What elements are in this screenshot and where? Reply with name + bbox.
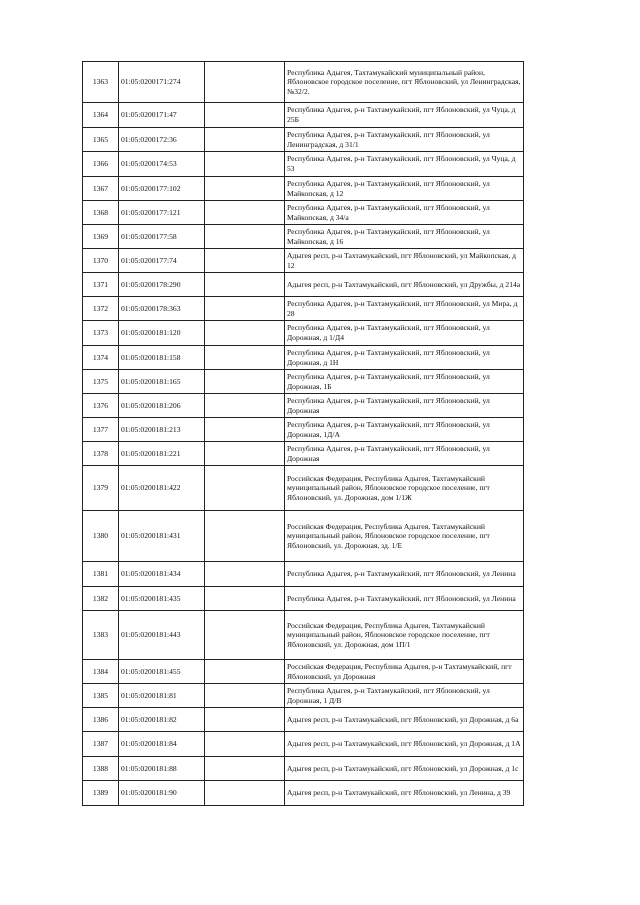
registry-table-body xyxy=(83,62,524,806)
empty-cell xyxy=(205,466,285,511)
empty-cell xyxy=(205,249,285,273)
address: Адыгея респ, р-н Тахтамукайский, пгт Яблоновский, ул Ленина, д 39 xyxy=(285,781,524,806)
cadastral-number: 01:05:0200178:290 xyxy=(119,273,205,297)
cadastral-number: 01:05:0200172:36 xyxy=(119,128,205,152)
row-number: 1371 xyxy=(83,273,119,297)
cadastral-number: 01:05:0200178:363 xyxy=(119,297,205,321)
cadastral-number: 01:05:0200181:422 xyxy=(119,466,205,511)
cadastral-number: 01:05:0200181:120 xyxy=(119,321,205,346)
table-row xyxy=(83,732,524,757)
address: Республика Адыгея, р-н Тахтамукайский, пгт Яблоновский, ул Ленинградская, д 31/1 xyxy=(285,128,524,152)
row-number: 1372 xyxy=(83,297,119,321)
table-row xyxy=(83,273,524,297)
address: Адыгея респ, р-н Тахтамукайский, пгт Яблоновский, ул Дорожная, д 1А xyxy=(285,732,524,757)
address: Республика Адыгея, р-н Тахтамукайский, пгт Яблоновский, ул Майкопская, д 16 xyxy=(285,225,524,249)
address: Республика Адыгея, р-н Тахтамукайский, пгт Яблоновский, ул Дорожная, д 1Н xyxy=(285,346,524,370)
row-number: 1384 xyxy=(83,660,119,684)
cadastral-number: 01:05:0200171:47 xyxy=(119,103,205,128)
address: Республика Адыгея, р-н Тахтамукайский, пгт Яблоновский, ул Ленина xyxy=(285,562,524,587)
address: Республика Адыгея, р-н Тахтамукайский, пгт Яблоновский, ул Ленина xyxy=(285,587,524,611)
row-number: 1367 xyxy=(83,177,119,201)
address: Республика Адыгея, Тахтамукайский муниципальный район, Яблоновское городское поселение, пгт Яблоновский, ул Ленинградская, №32/2. xyxy=(285,62,524,103)
empty-cell xyxy=(205,781,285,806)
empty-cell xyxy=(205,370,285,394)
table-row xyxy=(83,201,524,225)
row-number: 1387 xyxy=(83,732,119,757)
empty-cell xyxy=(205,442,285,466)
table-row xyxy=(83,562,524,587)
row-number: 1382 xyxy=(83,587,119,611)
address: Российская Федерация, Республика Адыгея, Тахтамукайский муниципальный район, Яблоновское городское поселение, пгт Яблоновский, ул. Дорожная, дом 1П/1 xyxy=(285,611,524,660)
cadastral-number: 01:05:0200174:53 xyxy=(119,152,205,177)
table-row xyxy=(83,611,524,660)
empty-cell xyxy=(205,321,285,346)
empty-cell xyxy=(205,103,285,128)
address: Республика Адыгея, р-н Тахтамукайский, пгт Яблоновский, ул Дорожная, 1 Д/В xyxy=(285,684,524,708)
cadastral-number: 01:05:0200177:121 xyxy=(119,201,205,225)
empty-cell xyxy=(205,62,285,103)
address: Республика Адыгея, р-н Тахтамукайский, пгт Яблоновский, ул Дорожная, д 1/Д4 xyxy=(285,321,524,346)
row-number: 1370 xyxy=(83,249,119,273)
cadastral-number: 01:05:0200181:213 xyxy=(119,418,205,442)
table-row xyxy=(83,346,524,370)
cadastral-number: 01:05:0200181:81 xyxy=(119,684,205,708)
table-row xyxy=(83,418,524,442)
empty-cell xyxy=(205,732,285,757)
empty-cell xyxy=(205,660,285,684)
table-row xyxy=(83,152,524,177)
table-row xyxy=(83,466,524,511)
table-row xyxy=(83,177,524,201)
row-number: 1374 xyxy=(83,346,119,370)
row-number: 1364 xyxy=(83,103,119,128)
row-number: 1383 xyxy=(83,611,119,660)
row-number: 1373 xyxy=(83,321,119,346)
empty-cell xyxy=(205,757,285,781)
table-row xyxy=(83,321,524,346)
address: Российская Федерация, Республика Адыгея, Тахтамукайский муниципальный район, Яблоновское городское поселение, пгт Яблоновский, ул. Дорожная, зд. 1/Е xyxy=(285,511,524,562)
empty-cell xyxy=(205,346,285,370)
table-row xyxy=(83,62,524,103)
row-number: 1365 xyxy=(83,128,119,152)
table-row xyxy=(83,781,524,806)
address: Республика Адыгея, р-н Тахтамукайский, пгт Яблоновский, ул Майкопская, д 34/а xyxy=(285,201,524,225)
table-row xyxy=(83,370,524,394)
table-row xyxy=(83,103,524,128)
address: Республика Адыгея, р-н Тахтамукайский, пгт Яблоновский, ул Дорожная, 1Д/А xyxy=(285,418,524,442)
registry-table xyxy=(82,61,524,806)
cadastral-number: 01:05:0200181:90 xyxy=(119,781,205,806)
address: Адыгея респ, р-н Тахтамукайский, пгт Яблоновский, ул Майкопская, д 12 xyxy=(285,249,524,273)
row-number: 1366 xyxy=(83,152,119,177)
empty-cell xyxy=(205,418,285,442)
row-number: 1381 xyxy=(83,562,119,587)
address: Адыгея респ, р-н Тахтамукайский, пгт Яблоновский, ул Дорожная, д 1с xyxy=(285,757,524,781)
row-number: 1368 xyxy=(83,201,119,225)
address: Республика Адыгея, р-н Тахтамукайский, пгт Яблоновский, ул Дорожная xyxy=(285,394,524,418)
cadastral-number: 01:05:0200181:165 xyxy=(119,370,205,394)
cadastral-number: 01:05:0200181:435 xyxy=(119,587,205,611)
empty-cell xyxy=(205,297,285,321)
row-number: 1379 xyxy=(83,466,119,511)
address: Республика Адыгея, р-н Тахтамукайский, пгт Яблоновский, ул Дорожная, 1Б xyxy=(285,370,524,394)
row-number: 1389 xyxy=(83,781,119,806)
table-row xyxy=(83,442,524,466)
cadastral-number: 01:05:0200177:58 xyxy=(119,225,205,249)
cadastral-number: 01:05:0200181:206 xyxy=(119,394,205,418)
address: Республика Адыгея, р-н Тахтамукайский, пгт Яблоновский, ул Чуца, д 53 xyxy=(285,152,524,177)
address: Республика Адыгея, р-н Тахтамукайский, пгт Яблоновский, ул Майкопская, д 12 xyxy=(285,177,524,201)
address: Республика Адыгея, р-н Тахтамукайский, пгт Яблоновский, ул Дорожная xyxy=(285,442,524,466)
cadastral-number: 01:05:0200181:455 xyxy=(119,660,205,684)
table-row xyxy=(83,708,524,732)
table-row xyxy=(83,128,524,152)
cadastral-number: 01:05:0200181:84 xyxy=(119,732,205,757)
row-number: 1378 xyxy=(83,442,119,466)
row-number: 1375 xyxy=(83,370,119,394)
address: Республика Адыгея, р-н Тахтамукайский, пгт Яблоновский, ул Мира, д 28 xyxy=(285,297,524,321)
cadastral-number: 01:05:0200181:443 xyxy=(119,611,205,660)
address: Российская Федерация, Республика Адыгея, Тахтамукайский муниципальный район, Яблоновское городское поселение, пгт Яблоновский, ул. Дорожная, дом 1/1Ж xyxy=(285,466,524,511)
empty-cell xyxy=(205,128,285,152)
row-number: 1388 xyxy=(83,757,119,781)
address: Адыгея респ, р-н Тахтамукайский, пгт Яблоновский, ул Дорожная, д 6а xyxy=(285,708,524,732)
cadastral-number: 01:05:0200177:102 xyxy=(119,177,205,201)
table-row xyxy=(83,684,524,708)
empty-cell xyxy=(205,562,285,587)
row-number: 1363 xyxy=(83,62,119,103)
table-row xyxy=(83,757,524,781)
table-row xyxy=(83,660,524,684)
row-number: 1380 xyxy=(83,511,119,562)
table-row xyxy=(83,394,524,418)
empty-cell xyxy=(205,611,285,660)
table-row xyxy=(83,511,524,562)
cadastral-number: 01:05:0200181:221 xyxy=(119,442,205,466)
row-number: 1377 xyxy=(83,418,119,442)
row-number: 1376 xyxy=(83,394,119,418)
empty-cell xyxy=(205,708,285,732)
empty-cell xyxy=(205,273,285,297)
cadastral-number: 01:05:0200181:434 xyxy=(119,562,205,587)
row-number: 1385 xyxy=(83,684,119,708)
empty-cell xyxy=(205,152,285,177)
cadastral-number: 01:05:0200181:431 xyxy=(119,511,205,562)
row-number: 1369 xyxy=(83,225,119,249)
cadastral-number: 01:05:0200177:74 xyxy=(119,249,205,273)
empty-cell xyxy=(205,587,285,611)
empty-cell xyxy=(205,394,285,418)
table-row xyxy=(83,249,524,273)
address: Российская Федерация, Республика Адыгея, р-н Тахтамукайский, пгт Яблоновский, ул Дорожная xyxy=(285,660,524,684)
empty-cell xyxy=(205,511,285,562)
row-number: 1386 xyxy=(83,708,119,732)
cadastral-number: 01:05:0200181:88 xyxy=(119,757,205,781)
empty-cell xyxy=(205,225,285,249)
table-row xyxy=(83,225,524,249)
cadastral-number: 01:05:0200171:274 xyxy=(119,62,205,103)
cadastral-number: 01:05:0200181:158 xyxy=(119,346,205,370)
empty-cell xyxy=(205,201,285,225)
cadastral-number: 01:05:0200181:82 xyxy=(119,708,205,732)
empty-cell xyxy=(205,177,285,201)
address: Адыгея респ, р-н Тахтамукайский, пгт Яблоновский, ул Дружбы, д 214а xyxy=(285,273,524,297)
empty-cell xyxy=(205,684,285,708)
address: Республика Адыгея, р-н Тахтамукайский, пгт Яблоновский, ул Чуца, д 25Б xyxy=(285,103,524,128)
table-row xyxy=(83,587,524,611)
table-row xyxy=(83,297,524,321)
